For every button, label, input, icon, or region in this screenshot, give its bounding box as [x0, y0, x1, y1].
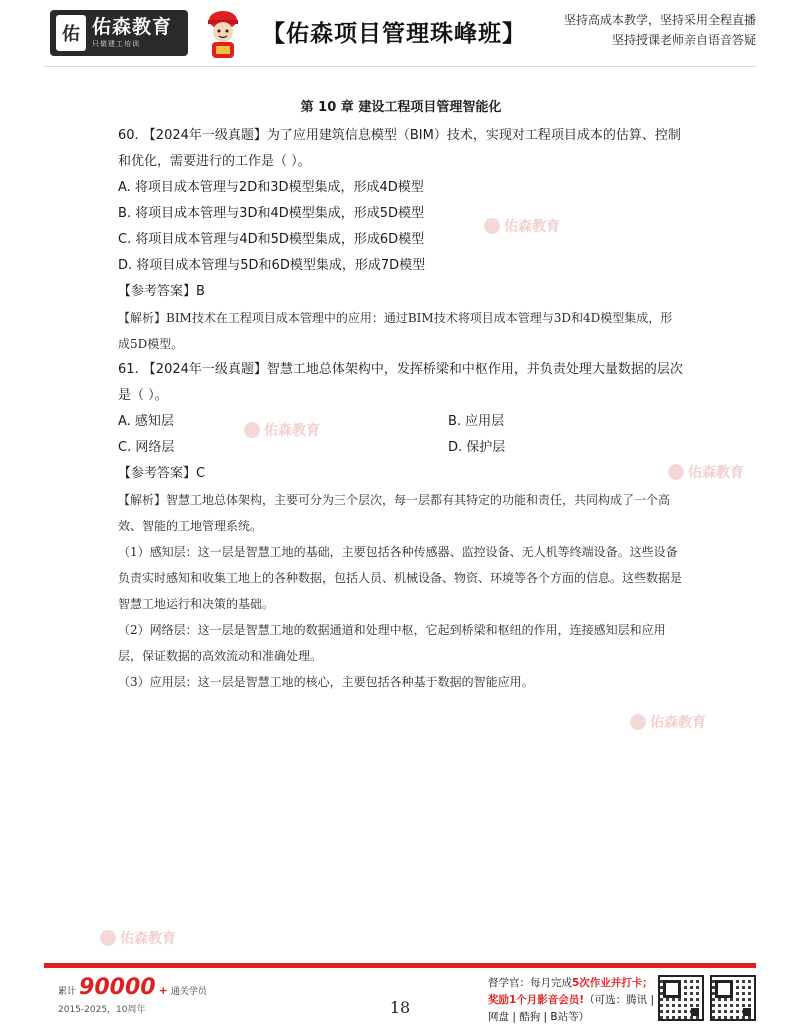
- question-60: [118, 123, 684, 357]
- chapter-title: 第 10 章 建设工程项目管理智能化: [300, 100, 502, 115]
- promo-line1-a: 督学官：每月完成: [488, 977, 572, 989]
- explanation-intro: 【解析】智慧工地总体架构，主要可分为三个层次，每一层都有其特定的功能和责任，共同构成了一个高效、智能的工地管理系统。: [118, 493, 671, 533]
- promo-line2-b: （可选：腾讯 |: [584, 994, 654, 1006]
- option-b: B. 将项目成本管理与3D和4D模型集成，形成5D模型: [118, 206, 425, 221]
- anniversary-years: 2015-2025，10周年: [58, 1005, 146, 1015]
- question-stem: 60. 【2024年一级真题】为了应用建筑信息模型（BIM）技术，实现对工程项目成本的估算、控制和优化，需要进行的工作是（ ）。: [118, 128, 681, 169]
- course-title: 【佑森项目管理珠峰班】: [262, 21, 526, 47]
- option-a: A. 感知层: [118, 414, 174, 429]
- counter-suffix: 通关学员: [170, 987, 207, 997]
- option-c: C. 网络层: [118, 440, 175, 455]
- logo-tagline: 只做建工培训: [92, 40, 140, 48]
- page-content: [118, 96, 684, 695]
- watermark-logo-icon: [100, 930, 116, 946]
- watermark: 佑森教育: [244, 420, 320, 440]
- explanation-network-layer: （2）网络层：这一层是智慧工地的数据通道和处理中枢，它起到桥梁和枢纽的作用，连接感知层和应用层，保证数据的高效流动和准确处理。: [118, 623, 666, 663]
- page-header: [0, 0, 800, 68]
- options-grid: [118, 409, 684, 461]
- promo-line1-highlight: 5次作业并打卡；: [572, 977, 653, 989]
- counter-number: 90000: [79, 975, 156, 1000]
- page-number: 18: [389, 998, 411, 1017]
- promo-line2-highlight: 奖励1个月影音会员!: [488, 994, 585, 1006]
- explanation-perception-layer: （1）感知层：这一层是智慧工地的基础，主要包括各种传感器、监控设备、无人机等终端设备。这些设备负责实时感知和收集工地上的各种数据，包括人员、机械设备、物资、环境等各个方面的信息。这些数据是智慧工地运行和决策的基础。: [118, 545, 683, 611]
- reference-answer: 【参考答案】B: [118, 284, 205, 299]
- explanation-application-layer: （3）应用层：这一层是智慧工地的核心，主要包括各种基于数据的智能应用。: [118, 675, 534, 689]
- watermark: 佑森教育: [630, 712, 706, 732]
- counter-plus: +: [158, 984, 168, 997]
- logo-mark-icon: 佑: [56, 15, 86, 51]
- option-a: A. 将项目成本管理与2D和3D模型集成，形成4D模型: [118, 180, 424, 195]
- watermark-logo-icon: [630, 714, 646, 730]
- counter-label: 累计: [58, 987, 77, 997]
- header-divider: [44, 66, 756, 67]
- watermark: 佑森教育: [484, 216, 560, 236]
- slogan-line-1: 坚持高成本教学，坚持采用全程直播: [563, 13, 756, 27]
- footer-divider: [44, 963, 756, 968]
- reference-answer: 【参考答案】C: [118, 466, 206, 481]
- qr-code-icon: [658, 975, 704, 1021]
- option-d: D. 保护层: [448, 440, 506, 455]
- option-d: D. 将项目成本管理与5D和6D模型集成，形成7D模型: [118, 258, 426, 273]
- option-b: B. 应用层: [448, 414, 505, 429]
- question-stem: 61. 【2024年一级真题】智慧工地总体架构中，发挥桥梁和中枢作用，并负责处理大量数据的层次是（ ）。: [118, 362, 683, 403]
- brand-logo: [50, 10, 188, 56]
- promo-line3: 网盘 | 酷狗 | B站等）: [488, 1011, 590, 1023]
- mascot-icon: [200, 8, 246, 60]
- option-c: C. 将项目成本管理与4D和5D模型集成，形成6D模型: [118, 232, 425, 247]
- explanation: 【解析】BIM技术在工程项目成本管理中的应用：通过BIM技术将项目成本管理与3D和4D模型集成，形成5D模型。: [118, 311, 673, 351]
- question-61: [118, 357, 684, 695]
- watermark: 佑森教育: [668, 462, 744, 482]
- watermark: 佑森教育: [100, 928, 176, 948]
- qr-code-icon: [710, 975, 756, 1021]
- logo-name: 佑森教育: [92, 16, 173, 38]
- header-slogan: [564, 10, 756, 50]
- slogan-line-2: 坚持授课老师亲自语音答疑: [611, 33, 756, 47]
- promo-text: [488, 975, 654, 1026]
